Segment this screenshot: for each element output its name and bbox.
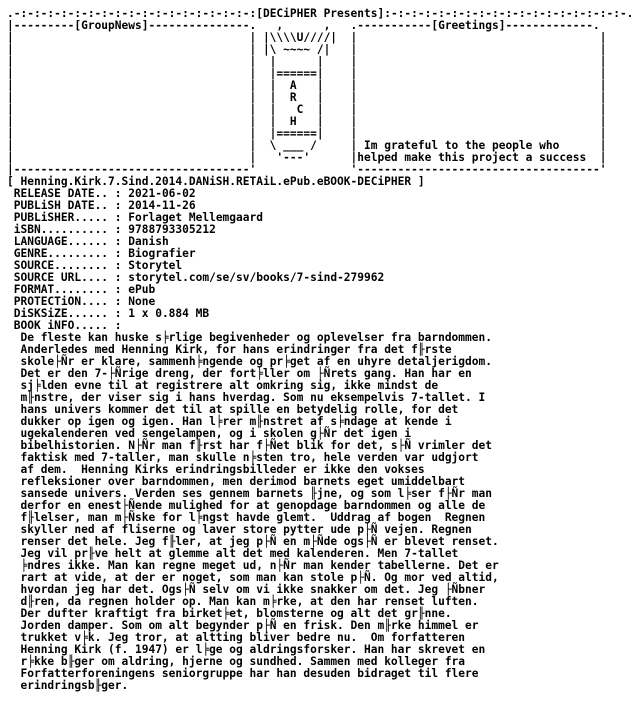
field-label: BOOK iNFO..... <box>13 319 109 332</box>
book-info-text: dukker op igen og igen. Han l╞rer m╟nstret af s╞ndage at kende i <box>20 415 452 428</box>
book-info-text: af dem. Henning Kirks erindringsbilleder er ikke den vokses <box>20 463 425 476</box>
panel-body-row: | | | A | | | <box>7 79 607 92</box>
info-field: PROTECTiON.... : None <box>13 295 156 308</box>
book-info-text: m╟nstre, der viser sig i hans hverdag. Som nu eksempelvis 7-tallet. I <box>20 391 486 404</box>
panel-body-row: | | \ ___ / | Im grateful to the people who | <box>7 139 607 152</box>
field-value: 2014-11-26 <box>128 199 196 212</box>
info-field: BOOK iNFO..... : <box>13 319 129 332</box>
info-field: SOURCE........ : Storytel <box>13 259 183 272</box>
book-info-text: r╞kke b╟ger om aldring, hjerne og sundhed. Sammen med kolleger fra <box>20 655 466 668</box>
book-info-text: ugekalenderen ved sengelampen, og i skolen g├Ñr det igen i <box>20 427 412 440</box>
field-label: LANGUAGE...... <box>13 235 109 248</box>
field-label: SOURCE........ <box>13 259 109 272</box>
info-field: LANGUAGE...... : Danish <box>13 235 169 248</box>
greeting-line-1: Im grateful to the people who <box>364 139 560 152</box>
info-field: iSBN.......... : 9788793305212 <box>13 223 216 236</box>
greeting-line-2: helped make this project a success <box>357 151 587 164</box>
book-info-text: Henning Kirk (f. 1947) er l╞ge og aldringsforsker. Han har skrevet en <box>20 643 486 656</box>
field-label: PUBLiSH DATE.. <box>13 199 109 212</box>
info-field: RELEASE DATE.. : 2021-06-02 <box>13 187 196 200</box>
book-info-text: Jeg vil pr╟ve helt at glemme alt det med kalenderen. Men 7-tallet <box>20 547 459 560</box>
panel-body-row: | | |======| | | <box>7 67 607 80</box>
panel-title-row: |---------[GroupNews]---------------. , , .-----------[Greetings]-------------. <box>7 19 600 32</box>
info-field: PUBLiSHER..... : Forlaget Mellemgaard <box>13 211 263 224</box>
field-label: PUBLiSHER..... <box>13 211 109 224</box>
panel-body-row: | | | H | | | <box>7 115 607 128</box>
field-value: Danish <box>128 235 169 248</box>
book-info-text: hvordan jeg har det. Ogs├Ñ selv om vi ikke snakker om det. Jeg ├Ñbner <box>20 583 486 596</box>
info-field: FORMAT........ : ePub <box>13 283 156 296</box>
book-info-text: ╞ndres ikke. Man kan regne meget ud, n├Ñr man kender tabellerne. Det er <box>20 559 499 572</box>
header-title: [DECiPHER Presents] <box>256 7 385 20</box>
book-info-text: bibelhistorien. N├Ñr man f╟rst har f├Ñet blik for det, s├Ñ vrimler det <box>20 439 492 452</box>
book-info-text: sansede univers. Verden ses gennem barnets ╟jne, og som l╞ser f├Ñr man <box>20 487 492 500</box>
panel-body-row: | | '---' |helped make this project a success | <box>7 151 607 164</box>
panel-body-row: | | |\\\\U////| | | <box>7 31 607 44</box>
book-info-text: Der dufter kraftigt fra birket╞et, blomsterne og alt det gr╟nne. <box>20 607 452 620</box>
field-value: 2021-06-02 <box>128 187 196 200</box>
book-info-text: Det er den 7-├Ñrige dreng, der fort╞ller om ├Ñrets gang. Han har en <box>20 367 472 380</box>
field-value: storytel.com/se/sv/books/7-sind-279962 <box>128 271 385 284</box>
book-info-text: d╟ren, da regnen holder op. Man kan m╞rke, at den har renset luften. <box>20 595 479 608</box>
panel-body-row: | | | C | | | <box>7 103 607 116</box>
book-info-text: refleksioner over barndommen, men derimod barnets eget umiddelbart <box>20 475 466 488</box>
field-value: ePub <box>128 283 156 296</box>
book-info-text: faktisk med 7-taller, man skulle n╞sten tro, hele verden var udgjort <box>20 451 479 464</box>
release-name-text: [ Henning.Kirk.7.Sind.2014.DANiSH.RETAiL.ePub.eBOOK-DECiPHER ] <box>7 175 425 188</box>
field-label: RELEASE DATE.. <box>13 187 109 200</box>
book-info-text: trukket v╞k. Jeg tror, at altting bliver bedre nu. Om forfatteren <box>20 631 466 644</box>
panel-bottom-row: |-----------------------------------' '------------------------------------' <box>7 163 607 176</box>
field-label: GENRE......... <box>13 247 109 260</box>
book-info-text: rart at vide, at der er noget, som man kan stole p├Ñ. Og mor ved altid, <box>20 571 499 584</box>
field-label: PROTECTiON.... <box>13 295 109 308</box>
field-value: 9788793305212 <box>128 223 216 236</box>
panel-title-greetings: [Greetings] <box>431 19 506 32</box>
field-value: Biografier <box>128 247 196 260</box>
book-info-text: De fleste kan huske s╞rlige begivenheder og oplevelser fra barndommen. <box>20 331 492 344</box>
header-bar: .-:-:-:-:-:-:-:-:-:-:-:-:-:-:-:-:-:-:[DECiPHER Presents]:-:-:-:-:-:-:-:-:-:-:-:-:-:-:-:-:-:-. <box>7 7 634 20</box>
field-value: 1 x 0.884 MB <box>128 307 210 320</box>
book-info-text: Jorden damper. Som om alt begynder p├Ñ en frisk. Den m╟rke himmel er <box>20 619 479 632</box>
panel-title-groupnews: [GroupNews] <box>74 19 149 32</box>
book-info-text: Forfatterforeningens seniorgruppe har han desuden bidraget til flere <box>20 667 479 680</box>
panel-body-row: | | | R | | | <box>7 91 607 104</box>
field-label: DiSKSiZE...... <box>13 307 109 320</box>
book-info-text: Anderledes med Henning Kirk, for hans erindringer fra det f╟rste <box>20 343 452 356</box>
book-info-line <box>7 680 640 692</box>
field-label: iSBN.......... <box>13 223 109 236</box>
field-value: Storytel <box>128 259 183 272</box>
info-field: DiSKSiZE...... : 1 x 0.884 MB <box>13 307 210 320</box>
book-info-text: erindringsb╟ger. <box>20 679 129 692</box>
info-field: PUBLiSH DATE.. : 2014-11-26 <box>13 199 196 212</box>
field-label: SOURCE URL.... <box>13 271 109 284</box>
book-info-text: sj╞lden evne til at registrere alt omkring sig, ikke mindst de <box>20 379 439 392</box>
field-label: FORMAT........ <box>13 283 109 296</box>
panel-body-row: | | |======| | | <box>7 127 607 140</box>
book-info-text: derfor en enest├Ñende mulighed for at genopdage barndommen og alle de <box>20 499 486 512</box>
book-info-text: hans univers kommer det til at spille en betydelig rolle, for det <box>20 403 459 416</box>
field-value: Forlaget Mellemgaard <box>128 211 263 224</box>
panel-body-row: | | |\ ~~~~ /| | | <box>7 43 607 56</box>
info-field: SOURCE URL.... : storytel.com/se/sv/books/7-sind-279962 <box>13 271 385 284</box>
book-info-text: skyller ned af fliserne og laver store pytter ude p├Ñ vejen. Regnen <box>20 523 472 536</box>
panel-body-row: | | | | | | <box>7 55 607 68</box>
info-field: GENRE......... : Biografier <box>13 247 196 260</box>
field-value: None <box>128 295 156 308</box>
book-info-text: renser det hele. Jeg f╟ler, at jeg p├Ñ en m├Ñde ogs├Ñ er blevet renset. <box>20 535 499 548</box>
book-info-text: skole├Ñr er klare, sammenh╞ngende og pr╞get af en uhyre detaljerigdom. <box>20 355 492 368</box>
book-info-text: f╟lelser, man m├Ñske for l╞ngst havde glemt. Uddrag af bogen Regnen <box>20 511 486 524</box>
